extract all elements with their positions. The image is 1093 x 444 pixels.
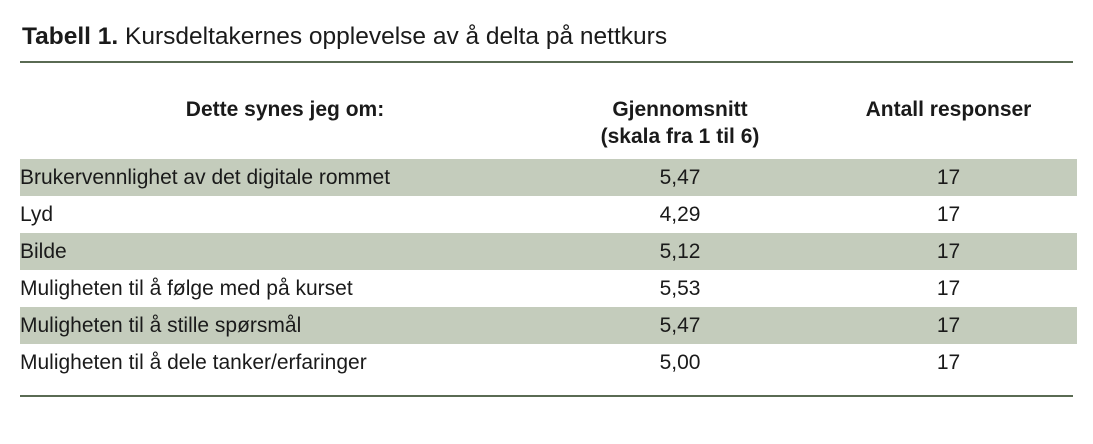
row-mean: 5,47 — [540, 307, 820, 344]
table-row — [20, 307, 1077, 344]
row-label: Lyd — [20, 203, 54, 227]
row-responses: 17 — [936, 351, 961, 375]
row-responses: 17 — [936, 277, 961, 301]
row-responses: 17 — [820, 307, 1077, 344]
row-responses: 17 — [820, 159, 1077, 196]
row-label: Muligheten til å dele tanker/erfaringer — [20, 351, 367, 375]
row-mean: 5,53 — [659, 277, 701, 301]
table-caption — [18, 0, 1075, 61]
column-header-responses-label: Antall responser — [865, 98, 1032, 122]
column-header-mean-label: Gjennomsnitt — [612, 98, 748, 122]
row-mean: 4,29 — [659, 203, 701, 227]
table-row — [20, 159, 1077, 196]
column-header-responses — [820, 97, 1077, 159]
header-spacer — [18, 63, 1075, 97]
row-responses: 17 — [820, 233, 1077, 270]
table-row — [20, 344, 1077, 381]
row-label: Muligheten til å stille spørsmål — [20, 307, 540, 344]
row-mean: 5,00 — [659, 351, 701, 375]
table-row — [20, 196, 1077, 233]
caption-text: Kursdeltakernes opplevelse av å delta på nettkurs — [118, 23, 668, 50]
table-bottom-spacer — [18, 381, 1075, 395]
row-label: Bilde — [20, 233, 540, 270]
column-header-item — [20, 97, 540, 159]
table-header — [20, 97, 1077, 159]
column-header-mean — [540, 97, 820, 159]
table-bottom-rule — [20, 395, 1073, 397]
column-header-mean-scale: (skala fra 1 til 6) — [600, 125, 760, 149]
column-header-item-label: Dette synes jeg om: — [185, 98, 385, 122]
row-label: Muligheten til å følge med på kurset — [20, 277, 353, 301]
results-table — [20, 97, 1077, 381]
table-body — [20, 159, 1077, 381]
table-row — [20, 270, 1077, 307]
row-mean: 5,12 — [540, 233, 820, 270]
caption-label: Tabell 1. — [22, 23, 119, 50]
table-header-row — [20, 97, 1077, 159]
table-row — [20, 233, 1077, 270]
row-mean: 5,47 — [540, 159, 820, 196]
row-label: Brukervennlighet av det digitale rommet — [20, 159, 540, 196]
row-responses: 17 — [936, 203, 961, 227]
